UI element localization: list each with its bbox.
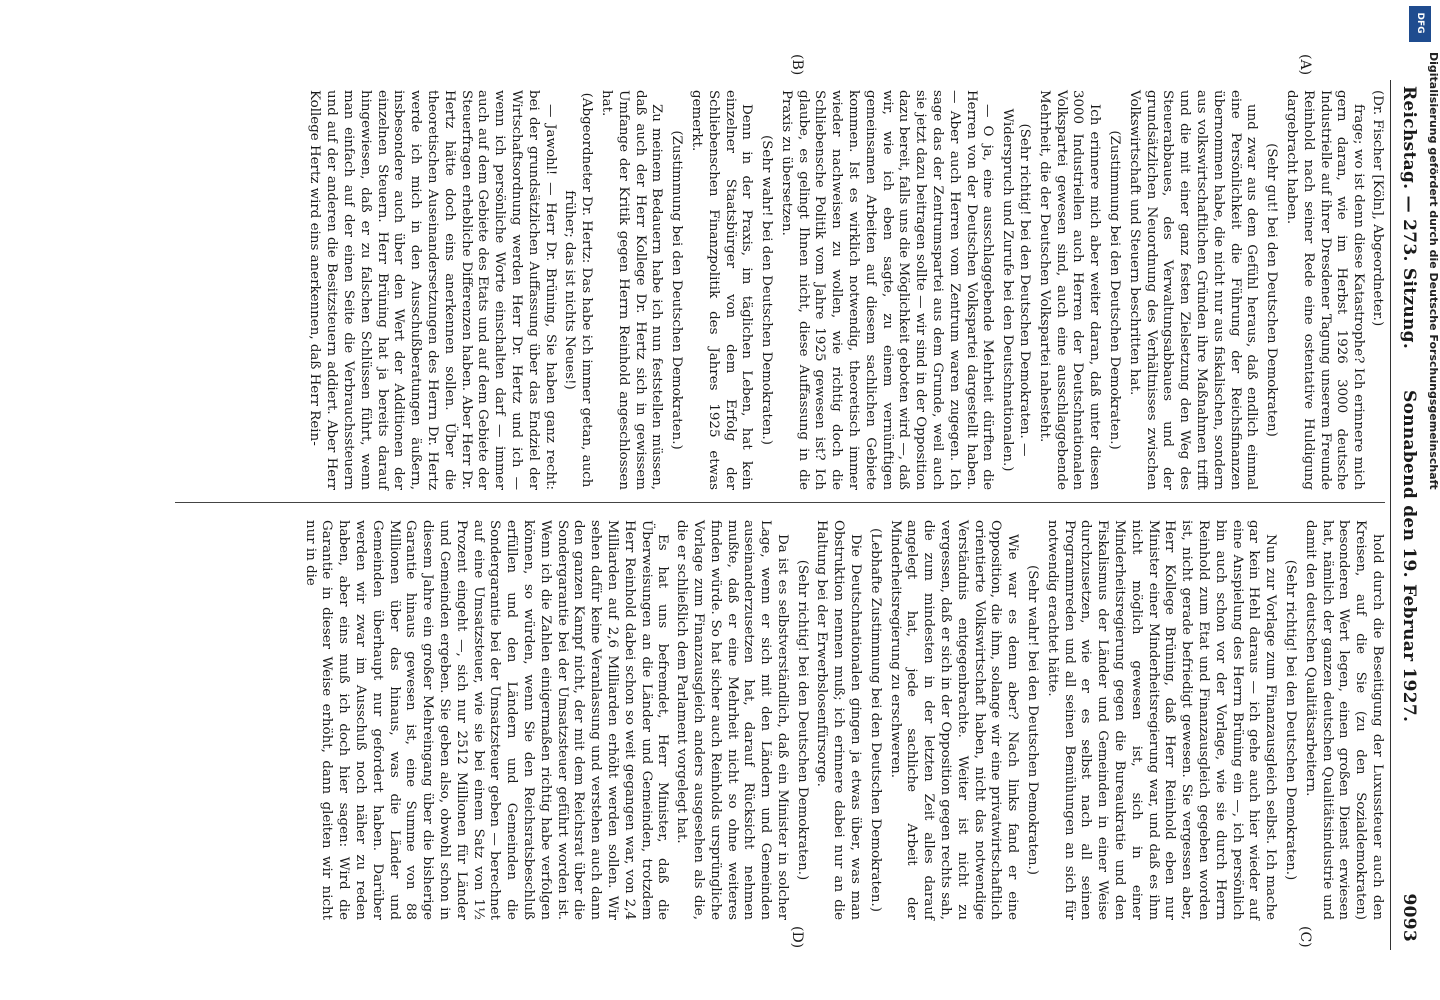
margin-letter-b: (B) xyxy=(789,54,805,76)
body-paragraph: und zwar aus dem Gefühl heraus, daß endlich einmal eine Persönlichkeit die Führung der Reichsfinanzen übernommen habe, die nicht nur aus fiskalischen, sondern aus volkswirtschaftlichen Gründen ihre Maßnahmen trifft und die mit einer ganz festen Zielsetzung den Weg des Steuerabbaues, des Verwaltungsabbaues und der grundsätzlichen Neuordnung des Verhältnisses zwischen Volkswirtschaft und Steuern beschritten hat. xyxy=(1126,90,1260,490)
body-paragraph: Denn in der Praxis, im täglichen Leben, hat kein einzelner Staatsbürger von dem Erfolg der Schliebenschen Finanzpolitik des Jahres 1925 etwas gemerkt. xyxy=(688,90,755,490)
interjection-paragraph: (Zustimmung bei den Deutschen Demokraten.) xyxy=(669,130,685,450)
text-column-right xyxy=(135,520,1385,920)
interjection-paragraph: (Sehr richtig! bei den Deutschen Demokraten.) xyxy=(1283,559,1299,881)
body-paragraph: — O ja, eine ausschlaggebende Mehrheit dürften die Herren von der Deutschen Volkspartei dargestellt haben. — Aber auch Herren vom Zentrum waren zugegen. Ich sage das der Zentrumspartei aus dem Grunde, weil auch sie jetzt dazu beitragen sollte — wir sind in der Opposition dazu bereit, falls uns die Möglichkeit geboten wird —, daß wir, wie ich eben sagte, zu einem vernünftigen gemeinsamen Arbeiten auf diesem sachlichen Gebiete kommen. Ist es wirklich notwendig, theoretisch immer wieder nachweisen zu wollen, wie richtig doch die Schliebensche Politik vom Jahre 1925 gewesen ist? Ich glaube, es gelingt Ihnen nicht, diese Auffassung in die Praxis zu übersetzen. xyxy=(778,90,996,490)
margin-letter-a: (A) xyxy=(1297,54,1313,76)
dfg-logo: DFG xyxy=(1409,6,1431,42)
page-number: 9093 xyxy=(1399,893,1419,942)
digitization-watermark xyxy=(1404,0,1440,1000)
interjection-paragraph: (Sehr wahr! bei den Deutschen Demokraten.) xyxy=(1025,565,1041,875)
body-paragraph: — Jawohl! — Herr Dr. Brüning, Sie haben ganz recht: bei der grundsätzlichen Auffassung über das Endziel der Wirtschaftsordnung werden Herr Dr. Hertz und ich — wenn ich persönliche Worte einschalten darf — immer auch auf dem Gebiete des Etats und auf dem Gebiete der Steuerfragen erhebliche Differenzen haben. Aber Herr Dr. Hertz hätte doch eins anerkennen sollen. Über die theoretischen Auseinandersetzungen des Herrn Dr. Hertz werde ich mich in den Ausschußberatungen äußern, insbesondere auch über den Wert der Additionen der einzelnen Steuern. Herr Brüning hat ja bereits darauf hingewiesen, daß er zu falschen Schlüssen führt, wenn man einfach auf der einen Seite die Verbrauchssteuern und auf der anderen die Besitzsteuern addiert. Aber Herr Kollege Hertz wird eins anerkennen, daß Herr Rein- xyxy=(307,90,558,490)
body-paragraph: Wie war es denn aber? Nach links fand er eine Opposition, die ihm, solange wir eine privatwirtschaftlich orientierte Volkswirtschaft haben, nicht das notwendige Verständnis entgegenbrachte. Weiter ist nicht zu vergessen, daß er sich in der Opposition gegen rechts sah, die zum mindesten in der letzten Zeit alles darauf angelegt hat, jede sachliche Arbeit der Minderheitsregierung zu erschweren. xyxy=(887,520,1021,920)
interjection-paragraph: (Sehr richtig! bei den Deutschen Demokraten.) xyxy=(794,559,810,881)
column-divider xyxy=(175,502,1385,503)
body-paragraph: frage; wo ist denn diese Katastrophe? Ich erinnere mich gern daran, wie im Herbst 1926 3000 deutsche Industrielle auf ihrer Dresdener Tagung unserem Freunde Reinhold nach seiner Rede eine ostentative Huldigung dargebracht haben. xyxy=(1284,90,1367,490)
margin-letter-d: (D) xyxy=(789,926,805,949)
header-date: Sonnabend den 19. Februar 1927. xyxy=(1399,390,1419,723)
interjection-paragraph: (Lebhafte Zustimmung bei den Deutschen Demokraten.) xyxy=(867,528,883,912)
margin-letter-c: (C) xyxy=(1297,926,1313,948)
header-rule xyxy=(1390,80,1391,950)
body-paragraph: Ich erinnere mich aber weiter daran, daß unter diesen 3000 Industriellen auch Herren der Deutschnationalen Volkspartei gewesen sind, auch eine ausschlaggebende Mehrheit, die der Deutschen Volkspartei nahesteht. xyxy=(1036,90,1103,490)
interjection-paragraph: (Abgeordneter Dr. Hertz: Das habe ich immer getan, auch früher; das ist nichts Neues!) xyxy=(562,92,595,488)
speaker-line: (Dr. Fischer [Köln], Abgeordneter.) xyxy=(1370,90,1385,327)
document-sheet xyxy=(125,50,1425,950)
interjection-paragraph: (Sehr richtig! bei den Deutschen Demokraten. — Widerspruch und Zurufe bei den Deutschnationalen.) xyxy=(1000,108,1033,472)
watermark-text: Digitalisierung gefördert durch die Deutsche Forschungsgemeinschaft xyxy=(1427,52,1440,490)
interjection-paragraph: (Zustimmung bei den Deutschen Demokraten.) xyxy=(1107,130,1123,450)
header-session: Reichstag. — 273. Sitzung. xyxy=(1399,86,1419,350)
body-paragraph: Es hat uns befremdet, Herr Minister, daß die Überweisungen an die Länder und Gemeinden, trotzdem Herr Reinhold dabei schon so weit gegangen war, von 2,4 Milliarden auf 2,6 Milliarden erhöht werden sollen. Wir sehen dafür keine Veranlassung und verstehen auch dann den ganzen Kampf nicht, der mit dem Reichsrat über die Sondergarantie bei der Umsatzsteuer geführt worden ist. Wenn ich die Zahlen einigermaßen richtig habe verfolgen können, so würden, wenn Sie den Reichsratsbeschluß erfüllen und den Ländern und Gemeinden die Sondergarantie bei der Umsatzsteuer geben — berechnet auf eine Umsatzsteuer, wie sie bei einem Satz von 1½ Prozent eingeht —, sich nur 2512 Millionen für Länder und Gemeinden ergeben. Sie geben also, obwohl schon in diesem Jahre ein großer Mehreingang über die bisherige Garantie hinaus gewesen ist, eine Summe von 88 Millionen über das hinaus, was die Länder und Gemeinden überhaupt nur gefordert haben. Darüber werden wir zwar im Ausschuß noch näher zu reden haben, aber eins muß ich doch hier sagen: Wird die Garantie in dieser Weise erhöht, dann gleiten wir nicht nur in die xyxy=(302,520,671,920)
body-paragraph: Nun zur Vorlage zum Finanzausgleich selbst. Ich mache gar kein Hehl daraus — ich gehe auch hier wieder auf eine Anspielung des Herrn Brüning ein —, ich persönlich bin auch schon vor der Vorlage, wie sie durch Herrn Reinhold zum Etat und Finanzausgleich gegeben worden ist, nicht gerade befriedigt gewesen. Sie vergessen aber, Herr Kollege Brüning, daß Herr Reinhold eben nur Minister einer Minderheitsregierung war, und daß es ihm nicht möglich gewesen ist, sich in einer Minderheitsregierung gegen die Bureaukratie und den Fiskalismus der Länder und Gemeinden in einer Weise durchzusetzen, wie er es selbst nach all seinen Programmreden und all seinen Bemühungen an sich für notwendig erachtet hätte. xyxy=(1044,520,1279,920)
interjection-paragraph: (Sehr wahr! bei den Deutschen Demokraten.) xyxy=(759,135,775,445)
body-paragraph: Da ist es selbstverständlich, daß ein Minister in solcher Lage, wenn er sich mit den Ländern und Gemeinden auseinanderzusetzen hat, darauf Rücksicht nehmen mußte, daß er eine Mehrheit nicht so ohne weiteres finden würde. So hat sicher auch Reinholds ursprüngliche Vorlage zum Finanzausgleich anders ausgesehen als die, die er schließlich dem Parlament vorgelegt hat. xyxy=(674,520,790,920)
body-paragraph: hold durch die Beseitigung der Luxussteuer auch den Kreisen, auf die Sie (zu den Sozialdemokraten) besonderen Wert legen, einen großen Dienst erwiesen hat, nämlich der ganzen deutschen Qualitätsindustrie und damit den deutschen Qualitätsarbeitern. xyxy=(1302,520,1385,920)
body-paragraph: Zu meinem Bedauern habe ich nun feststellen müssen, daß auch der Herr Kollege Dr. Hertz sich in gewissem Umfange der Kritik gegen Herrn Reinhold angeschlossen hat. xyxy=(598,90,665,490)
interjection-paragraph: (Sehr gut! bei den Deutschen Demokraten) xyxy=(1264,143,1280,437)
text-column-left xyxy=(135,90,1385,490)
body-paragraph: Die Deutschnationalen gingen ja etwas über, was man Obstruktion nennen muß; ich erinnere dabei nur an die Haltung bei der Erwerbslosenfürsorge. xyxy=(814,520,864,920)
